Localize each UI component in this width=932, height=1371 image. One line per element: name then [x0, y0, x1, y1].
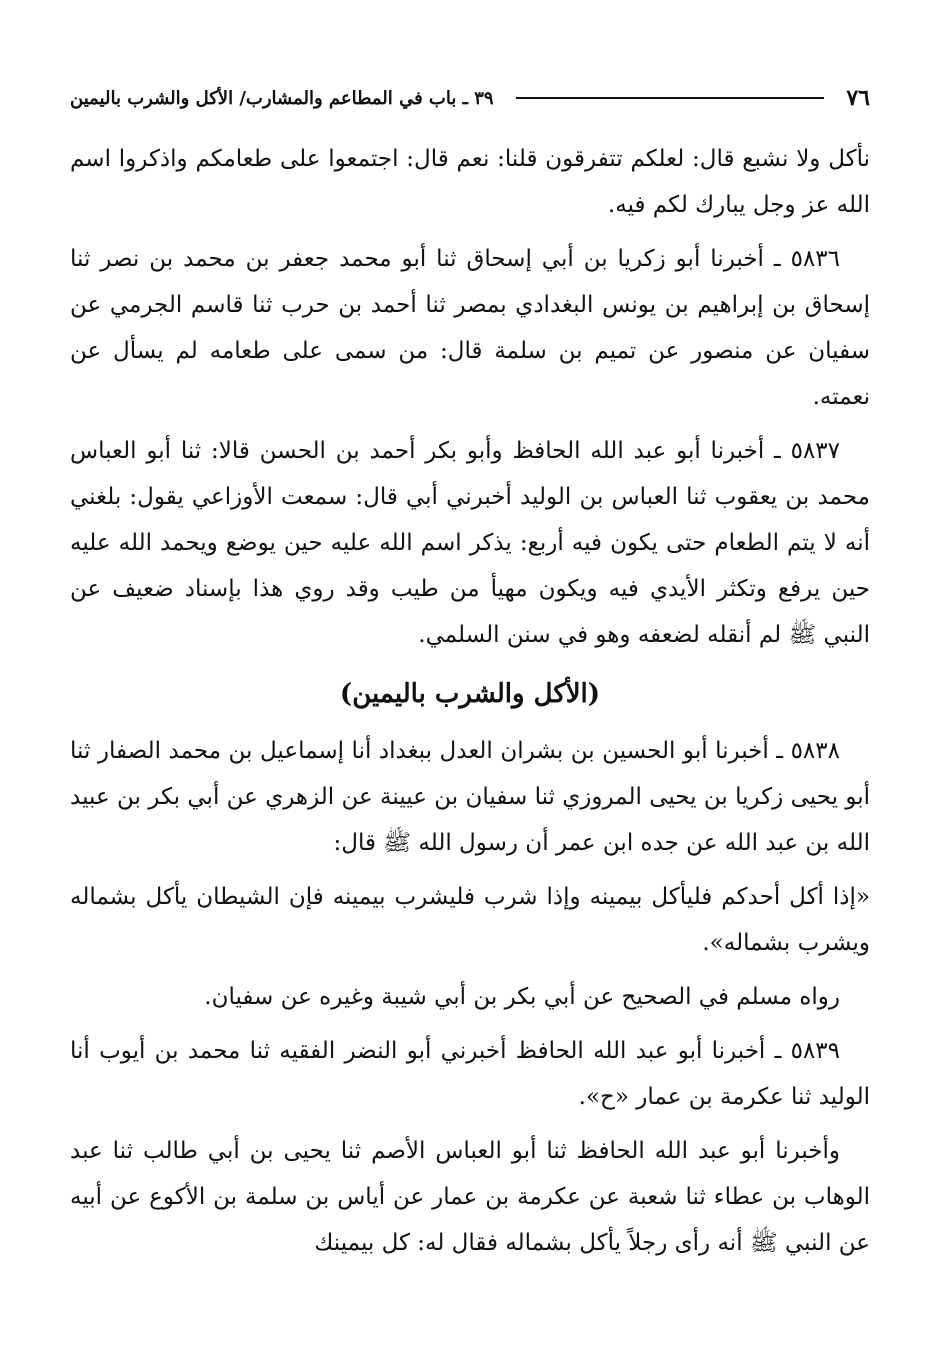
section-heading: (الأكل والشرب باليمين): [339, 679, 601, 709]
page-number: ٧٦: [846, 85, 870, 111]
body-text: [70, 136, 870, 1266]
paragraph-muslim-note: رواه مسلم في الصحيح عن أبي بكر بن أبي شيبة وغيره عن سفيان.: [204, 984, 840, 1010]
header-rule: [516, 97, 825, 99]
paragraph-continuation: نأكل ولا نشبع قال: لعلكم تتفرقون قلنا: نعم قال: اجتمعوا على طعامكم واذكروا اسم الله عز وجل يبارك لكم فيه.: [70, 146, 870, 218]
paragraph-second-chain: وأخبرنا أبو عبد الله الحافظ ثنا أبو العباس الأصم ثنا يحيى بن أبي طالب ثنا عبد الوهاب بن عطاء ثنا شعبة عن عكرمة بن عمار عن أياس بن سلمة بن الأكوع عن أبيه عن النبي ﷺ أنه رأى رجلاً يأكل بشماله فقال له: كل بيمينك: [70, 1138, 870, 1256]
paragraph-hadith-5838: ٥٨٣٨ ـ أخبرنا أبو الحسين بن بشران العدل ببغداد أنا إسماعيل بن محمد الصفار ثنا أبو يحيى زكريا بن يحيى المروزي ثنا سفيان بن عيينة عن الزهري عن أبي بكر بن عبيد الله بن عبد الله عن جده ابن عمر أن رسول الله ﷺ قال:: [70, 738, 870, 856]
paragraph-hadith-5837: ٥٨٣٧ ـ أخبرنا أبو عبد الله الحافظ وأبو بكر أحمد بن الحسن قالا: ثنا أبو العباس محمد بن يعقوب ثنا العباس بن الوليد أخبرني أبي قال: سمعت الأوزاعي يقول: بلغني أنه لا يتم الطعام حتى يكون فيه أربع: يذكر اسم الله عليه حين يوضع ويحمد الله عليه حين يرفع وتكثر الأيدي فيه ويكون مهيأ من طيب وقد روي هذا بإسناد ضعيف عن النبي ﷺ لم أنقله لضعفه وهو في سنن السلمي.: [70, 438, 870, 648]
paragraph-hadith-quote: «إذا أكل أحدكم فليأكل بيمينه وإذا شرب فليشرب بيمينه فإن الشيطان يأكل بشماله ويشرب بشماله».: [70, 884, 870, 956]
paragraph-hadith-5836: ٥٨٣٦ ـ أخبرنا أبو زكريا بن أبي إسحاق ثنا أبو محمد جعفر بن محمد بن نصر ثنا إسحاق بن إبراهيم بن يونس البغدادي بمصر ثنا أحمد بن حرب ثنا قاسم الجرمي عن سفيان عن منصور عن تميم بن سلمة قال: من سمى على طعامه لم يسأل عن نعمته.: [70, 246, 870, 410]
paragraph-hadith-5839: ٥٨٣٩ ـ أخبرنا أبو عبد الله الحافظ أخبرني أبو النضر الفقيه ثنا محمد بن أيوب أنا الوليد ثنا عكرمة بن عمار «ح».: [70, 1038, 870, 1110]
running-header: [70, 78, 870, 118]
document-page: [70, 78, 870, 1274]
running-title: ٣٩ ـ باب في المطاعم والمشارب/ الأكل والشرب باليمين: [70, 87, 494, 109]
